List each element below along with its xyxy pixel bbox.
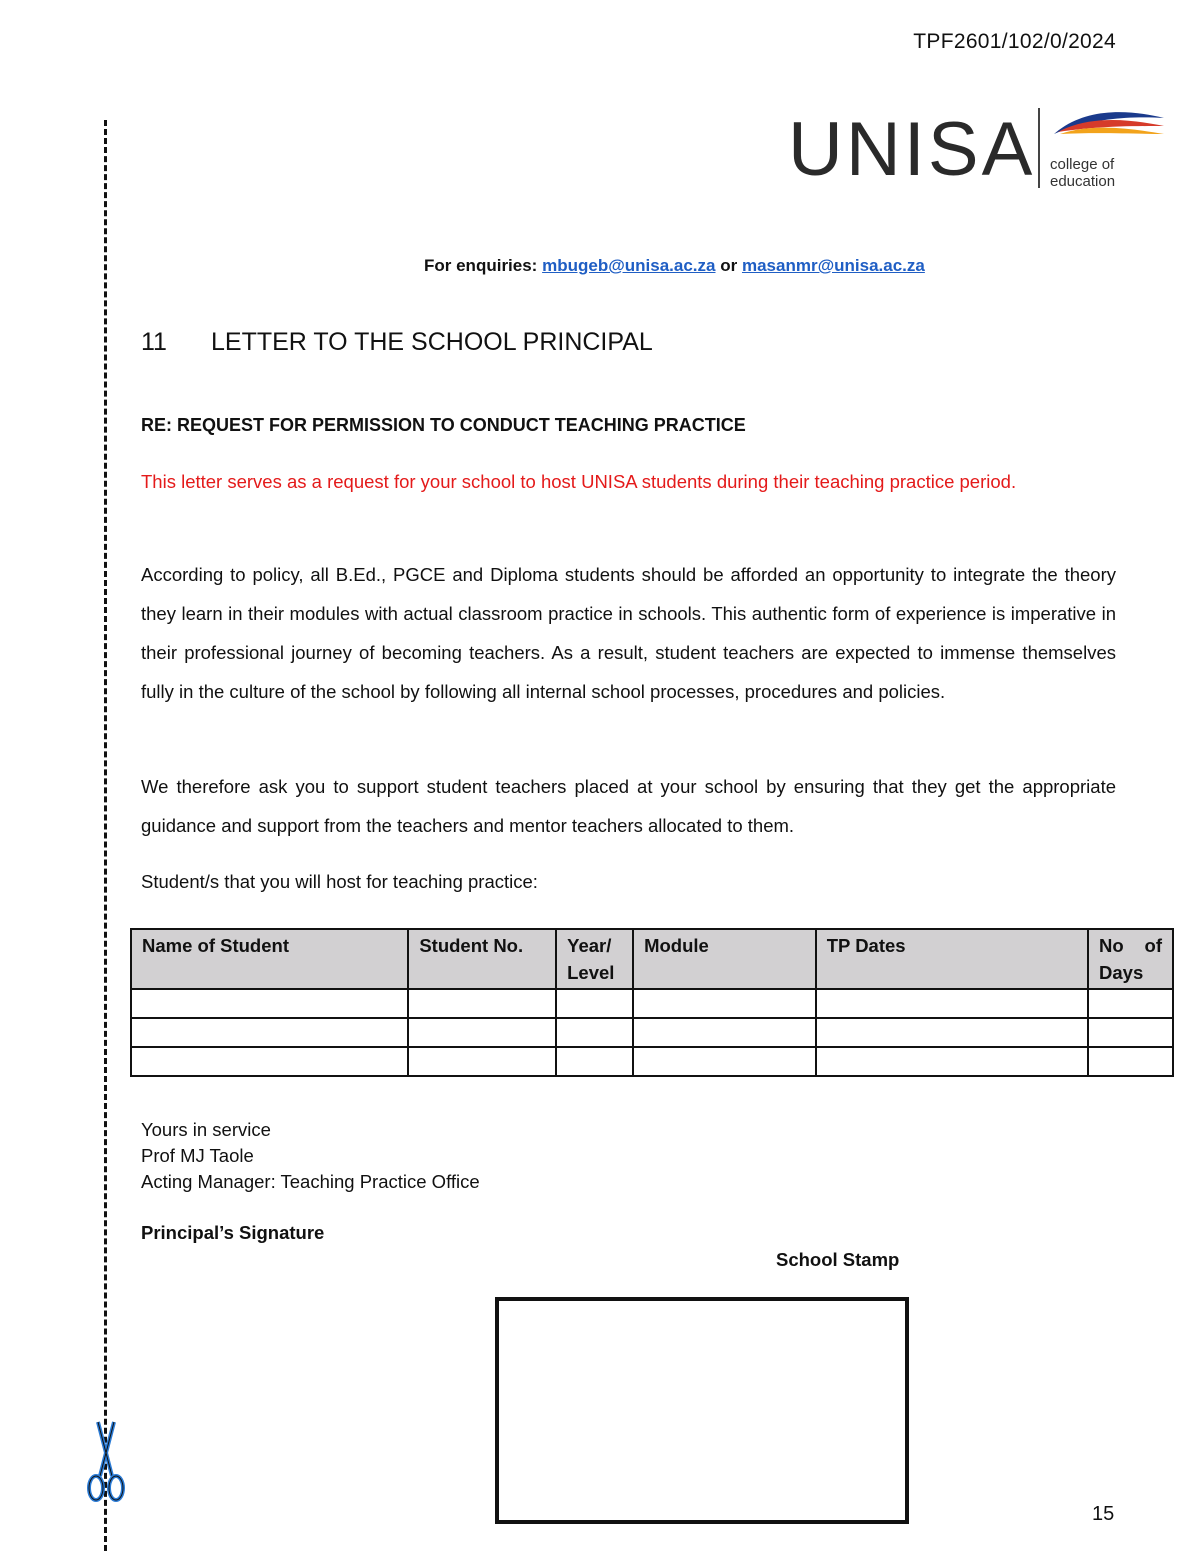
- enquiries-label: For enquiries:: [424, 256, 538, 275]
- table-cell[interactable]: [556, 989, 633, 1018]
- subject-line: RE: REQUEST FOR PERMISSION TO CONDUCT TEACHING PRACTICE: [141, 415, 746, 435]
- section-title: LETTER TO THE SCHOOL PRINCIPAL: [211, 328, 653, 356]
- logo-wordmark: UNISA: [788, 107, 1036, 192]
- section-number: 11: [141, 328, 167, 356]
- table-cell[interactable]: [1088, 1018, 1173, 1047]
- table-cell[interactable]: [131, 989, 408, 1018]
- unisa-logo: [788, 104, 1168, 194]
- enquiries-line: [424, 256, 925, 276]
- table-row: [131, 1018, 1173, 1047]
- email-link-2[interactable]: masanmr@unisa.ac.za: [741, 256, 925, 275]
- logo-divider: [1038, 108, 1040, 188]
- document-code: TPF2601/102/0/2024: [913, 30, 1116, 53]
- table-header-row: [131, 929, 1173, 989]
- table-row: [131, 1047, 1173, 1076]
- table-cell[interactable]: [1088, 989, 1173, 1018]
- closing-salutation: Yours in service: [141, 1119, 271, 1140]
- policy-paragraph: According to policy, all B.Ed., PGCE and Diploma students should be afforded an opportunity to integrate the theory they learn in their modules with actual classroom practice in schools. This authentic form of experience is imperative in their professional journey of becoming teachers. As a result, student teachers are expected to immense themselves fully in the culture of the school by following all internal school processes, procedures and policies.: [141, 564, 1116, 702]
- cut-line: [104, 120, 107, 1553]
- header-student-no: Student No.: [408, 929, 556, 989]
- table-cell[interactable]: [816, 989, 1088, 1018]
- students-intro: Student/s that you will host for teaching practice:: [141, 871, 538, 892]
- table-cell[interactable]: [131, 1018, 408, 1047]
- support-paragraph: We therefore ask you to support student teachers placed at your school by ensuring that they get the appropriate guidance and support from the teachers and mentor teachers allocated to them.: [141, 776, 1116, 836]
- table-cell[interactable]: [633, 1047, 816, 1076]
- flag-swoosh-icon: [1046, 104, 1166, 154]
- header-module: Module: [633, 929, 816, 989]
- table-cell[interactable]: [556, 1018, 633, 1047]
- principal-signature-label: Principal’s Signature: [141, 1222, 325, 1243]
- table-cell[interactable]: [131, 1047, 408, 1076]
- table-cell[interactable]: [408, 1018, 556, 1047]
- table-row: [131, 989, 1173, 1018]
- header-year-level: Year/ Level: [556, 929, 633, 989]
- header-no-of-days: No of Days: [1088, 929, 1173, 989]
- signatory-name: Prof MJ Taole: [141, 1145, 254, 1166]
- header-tp-dates: TP Dates: [816, 929, 1088, 989]
- table-cell[interactable]: [816, 1018, 1088, 1047]
- enquiries-connector: or: [720, 256, 738, 275]
- page-number: 15: [1092, 1503, 1115, 1525]
- table-cell[interactable]: [633, 989, 816, 1018]
- signatory-title: Acting Manager: Teaching Practice Office: [141, 1171, 480, 1192]
- logo-subtitle: college of education: [1050, 156, 1116, 190]
- section-heading: [141, 328, 653, 357]
- table-cell[interactable]: [816, 1047, 1088, 1076]
- school-stamp-box: [495, 1297, 909, 1524]
- table-cell[interactable]: [408, 1047, 556, 1076]
- school-stamp-label: School Stamp: [776, 1249, 900, 1270]
- email-link-1[interactable]: mbugeb@unisa.ac.za: [542, 256, 716, 275]
- request-paragraph: This letter serves as a request for your school to host UNISA students during their teaching practice period.: [141, 471, 1017, 492]
- scissors-icon: [86, 1418, 126, 1504]
- header-name-of-student: Name of Student: [131, 929, 408, 989]
- table-cell[interactable]: [408, 989, 556, 1018]
- students-table: [130, 928, 1174, 1077]
- table-cell[interactable]: [1088, 1047, 1173, 1076]
- table-cell[interactable]: [633, 1018, 816, 1047]
- table-cell[interactable]: [556, 1047, 633, 1076]
- closing-block: [141, 1117, 480, 1195]
